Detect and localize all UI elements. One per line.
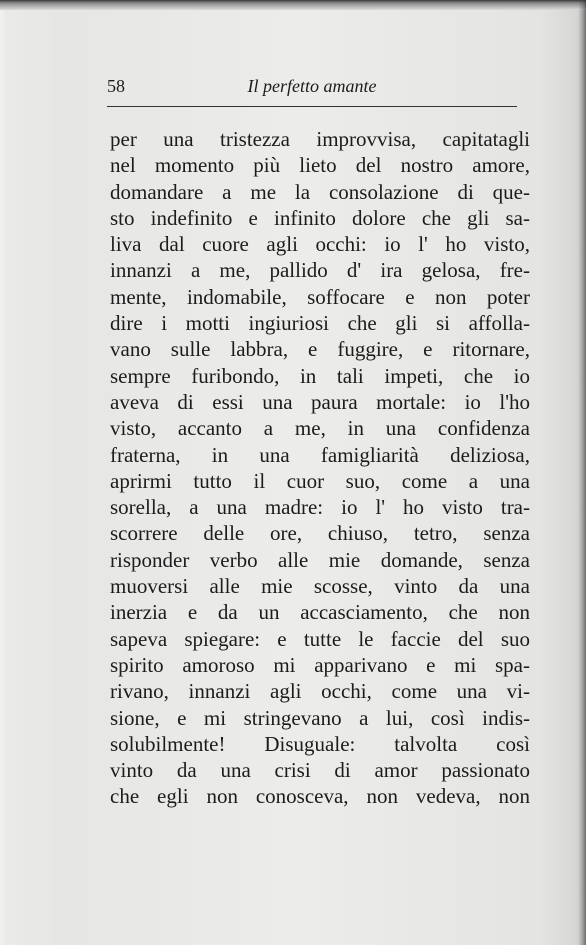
page-binding-shadow	[578, 0, 586, 945]
text-line: domandare a me la consolazione di que-	[110, 179, 530, 204]
text-line: rivano, innanzi agli occhi, come una vi-	[110, 679, 530, 704]
text-line: risponder verbo alle mie domande, senza	[110, 547, 530, 572]
body-text	[110, 126, 530, 810]
text-line: sione, e mi stringevano a lui, così indis-	[110, 705, 530, 730]
text-line: aveva di essi una paura mortale: io l'ho	[110, 389, 530, 414]
text-line: nel momento più lieto del nostro amore,	[110, 153, 530, 178]
text-line: sorella, a una madre: io l' ho visto tra-	[110, 495, 530, 520]
text-line: vinto da una crisi di amor passionato	[110, 758, 530, 783]
text-line: innanzi a me, pallido d' ira gelosa, fre-	[110, 258, 530, 283]
text-line: fraterna, in una famigliarità deliziosa,	[110, 442, 530, 467]
text-line: solubilmente! Disuguale: talvolta così	[110, 731, 530, 756]
text-line: mente, indomabile, soffocare e non poter	[110, 284, 530, 309]
text-line: scorrere delle ore, chiuso, tetro, senza	[110, 521, 530, 546]
text-line: muoversi alle mie scosse, vinto da una	[110, 574, 530, 599]
text-line: sempre furibondo, in tali impeti, che io	[110, 363, 530, 388]
text-line: per una tristezza improvvisa, capitatagli	[110, 127, 530, 151]
text-line: visto, accanto a me, in una confidenza	[110, 416, 530, 441]
page-top-edge	[0, 0, 586, 10]
text-line: sapeva spiegare: e tutte le faccie del suo	[110, 626, 530, 651]
text-line: aprirmi tutto il cuor suo, come a una	[110, 468, 530, 493]
page-number: 58	[107, 76, 125, 96]
header-rule	[107, 106, 517, 107]
running-title: Il perfetto amante	[247, 76, 377, 96]
text-line: inerzia e da un accasciamento, che non	[110, 600, 530, 625]
text-line: liva dal cuore agli occhi: io l' ho visto,	[110, 232, 530, 257]
text-line: che egli non conosceva, non vedeva, non	[110, 784, 530, 809]
text-line: sto indefinito e infinito dolore che gli sa-	[110, 205, 530, 230]
text-line: vano sulle labbra, e fuggire, e ritornare,	[110, 337, 530, 362]
page-header	[107, 72, 517, 100]
text-line: spirito amoroso mi apparivano e mi spa-	[110, 652, 530, 677]
text-line: dire i motti ingiuriosi che gli si affolla-	[110, 311, 530, 336]
